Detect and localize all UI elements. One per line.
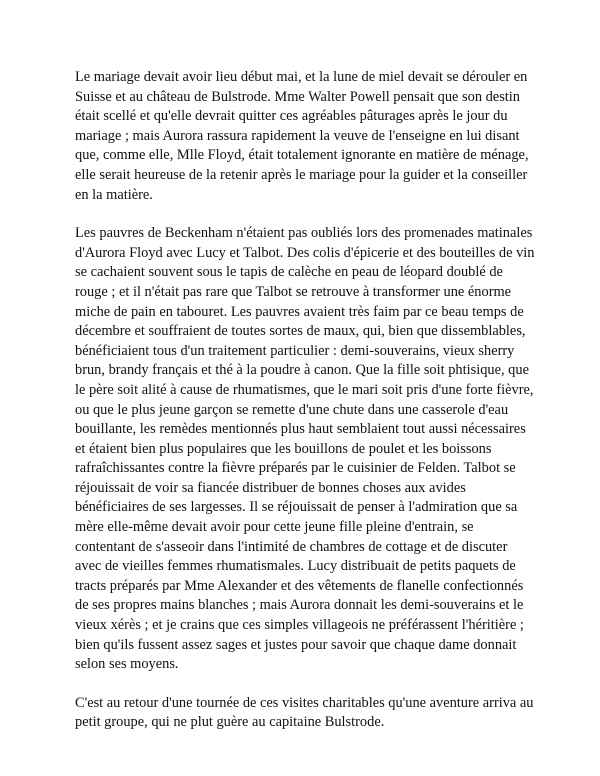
paragraph-1: Le mariage devait avoir lieu début mai, et la lune de miel devait se dérouler en Suisse et au château de Bulstrode. Mme Walter Powell pensait que son destin était scellé et qu'elle devrait quitter ces agréables pâturages après le jour du mariage ; mais Aurora rassura rapidement la veuve de l'enseigne en lui disant que, comme elle, Mlle Floyd, était totalement ignorante en matière de ménage, elle serait heureuse de la retenir après le mariage pour la guider et la conseiller en la matière.: [75, 69, 529, 203]
document-page: [75, 68, 535, 752]
paragraph-2: Les pauvres de Beckenham n'étaient pas oubliés lors des promenades matinales d'Aurora Floyd avec Lucy et Talbot. Des colis d'épicerie et des bouteilles de vin se cachaient souvent sous le tapis de calèche en peau de léopard doublé de rouge ; et il n'était pas rare que Talbot se retrouve à transformer une énorme miche de pain en tabouret. Les pauvres avaient très faim par ce beau temps de décembre et souffraient de toutes sortes de maux, qui, bien que dissemblables, bénéficiaient tous d'un traitement particulier : demi-souverains, vieux sherry brun, brandy français et thé à la poudre à canon. Que la fille soit phtisique, que le père soit alité à cause de rhumatismes, que le mari soit pris d'une forte fièvre, ou que le plus jeune garçon se remette d'une chute dans une casserole d'eau bouillante, les remèdes mentionnés plus haut semblaient tout aussi nécessaires et étaient bien plus populaires que les bouillons de poulet et les boissons rafraîchissantes contre la fièvre préparés par le cuisinier de Felden. Talbot se réjouissait de voir sa fiancée distribuer de bonnes choses aux avides bénéficiaires de ses largesses. Il se réjouissait de penser à l'admiration que sa mère elle-même devait avoir pour cette jeune fille pleine d'entrain, se contentant de s'asseoir dans l'intimité de chambres de cottage et de discuter avec de vieilles femmes rhumatismales. Lucy distribuait de petits paquets de tracts préparés par Mme Alexander et des vêtements de flanelle confectionnés de ses propres mains blanches ; mais Aurora donnait les demi-souverains et le vieux xérès ; et je crains que ces simples villageois ne préférassent l'héritière ; bien qu'ils fussent assez sages et justes pour savoir que chaque dame donnait selon ses moyens.: [75, 225, 535, 673]
paragraph-3: C'est au retour d'une tournée de ces visites charitables qu'une aventure arriva au petit groupe, qui ne plut guère au capitaine Bulstrode.: [75, 694, 534, 731]
